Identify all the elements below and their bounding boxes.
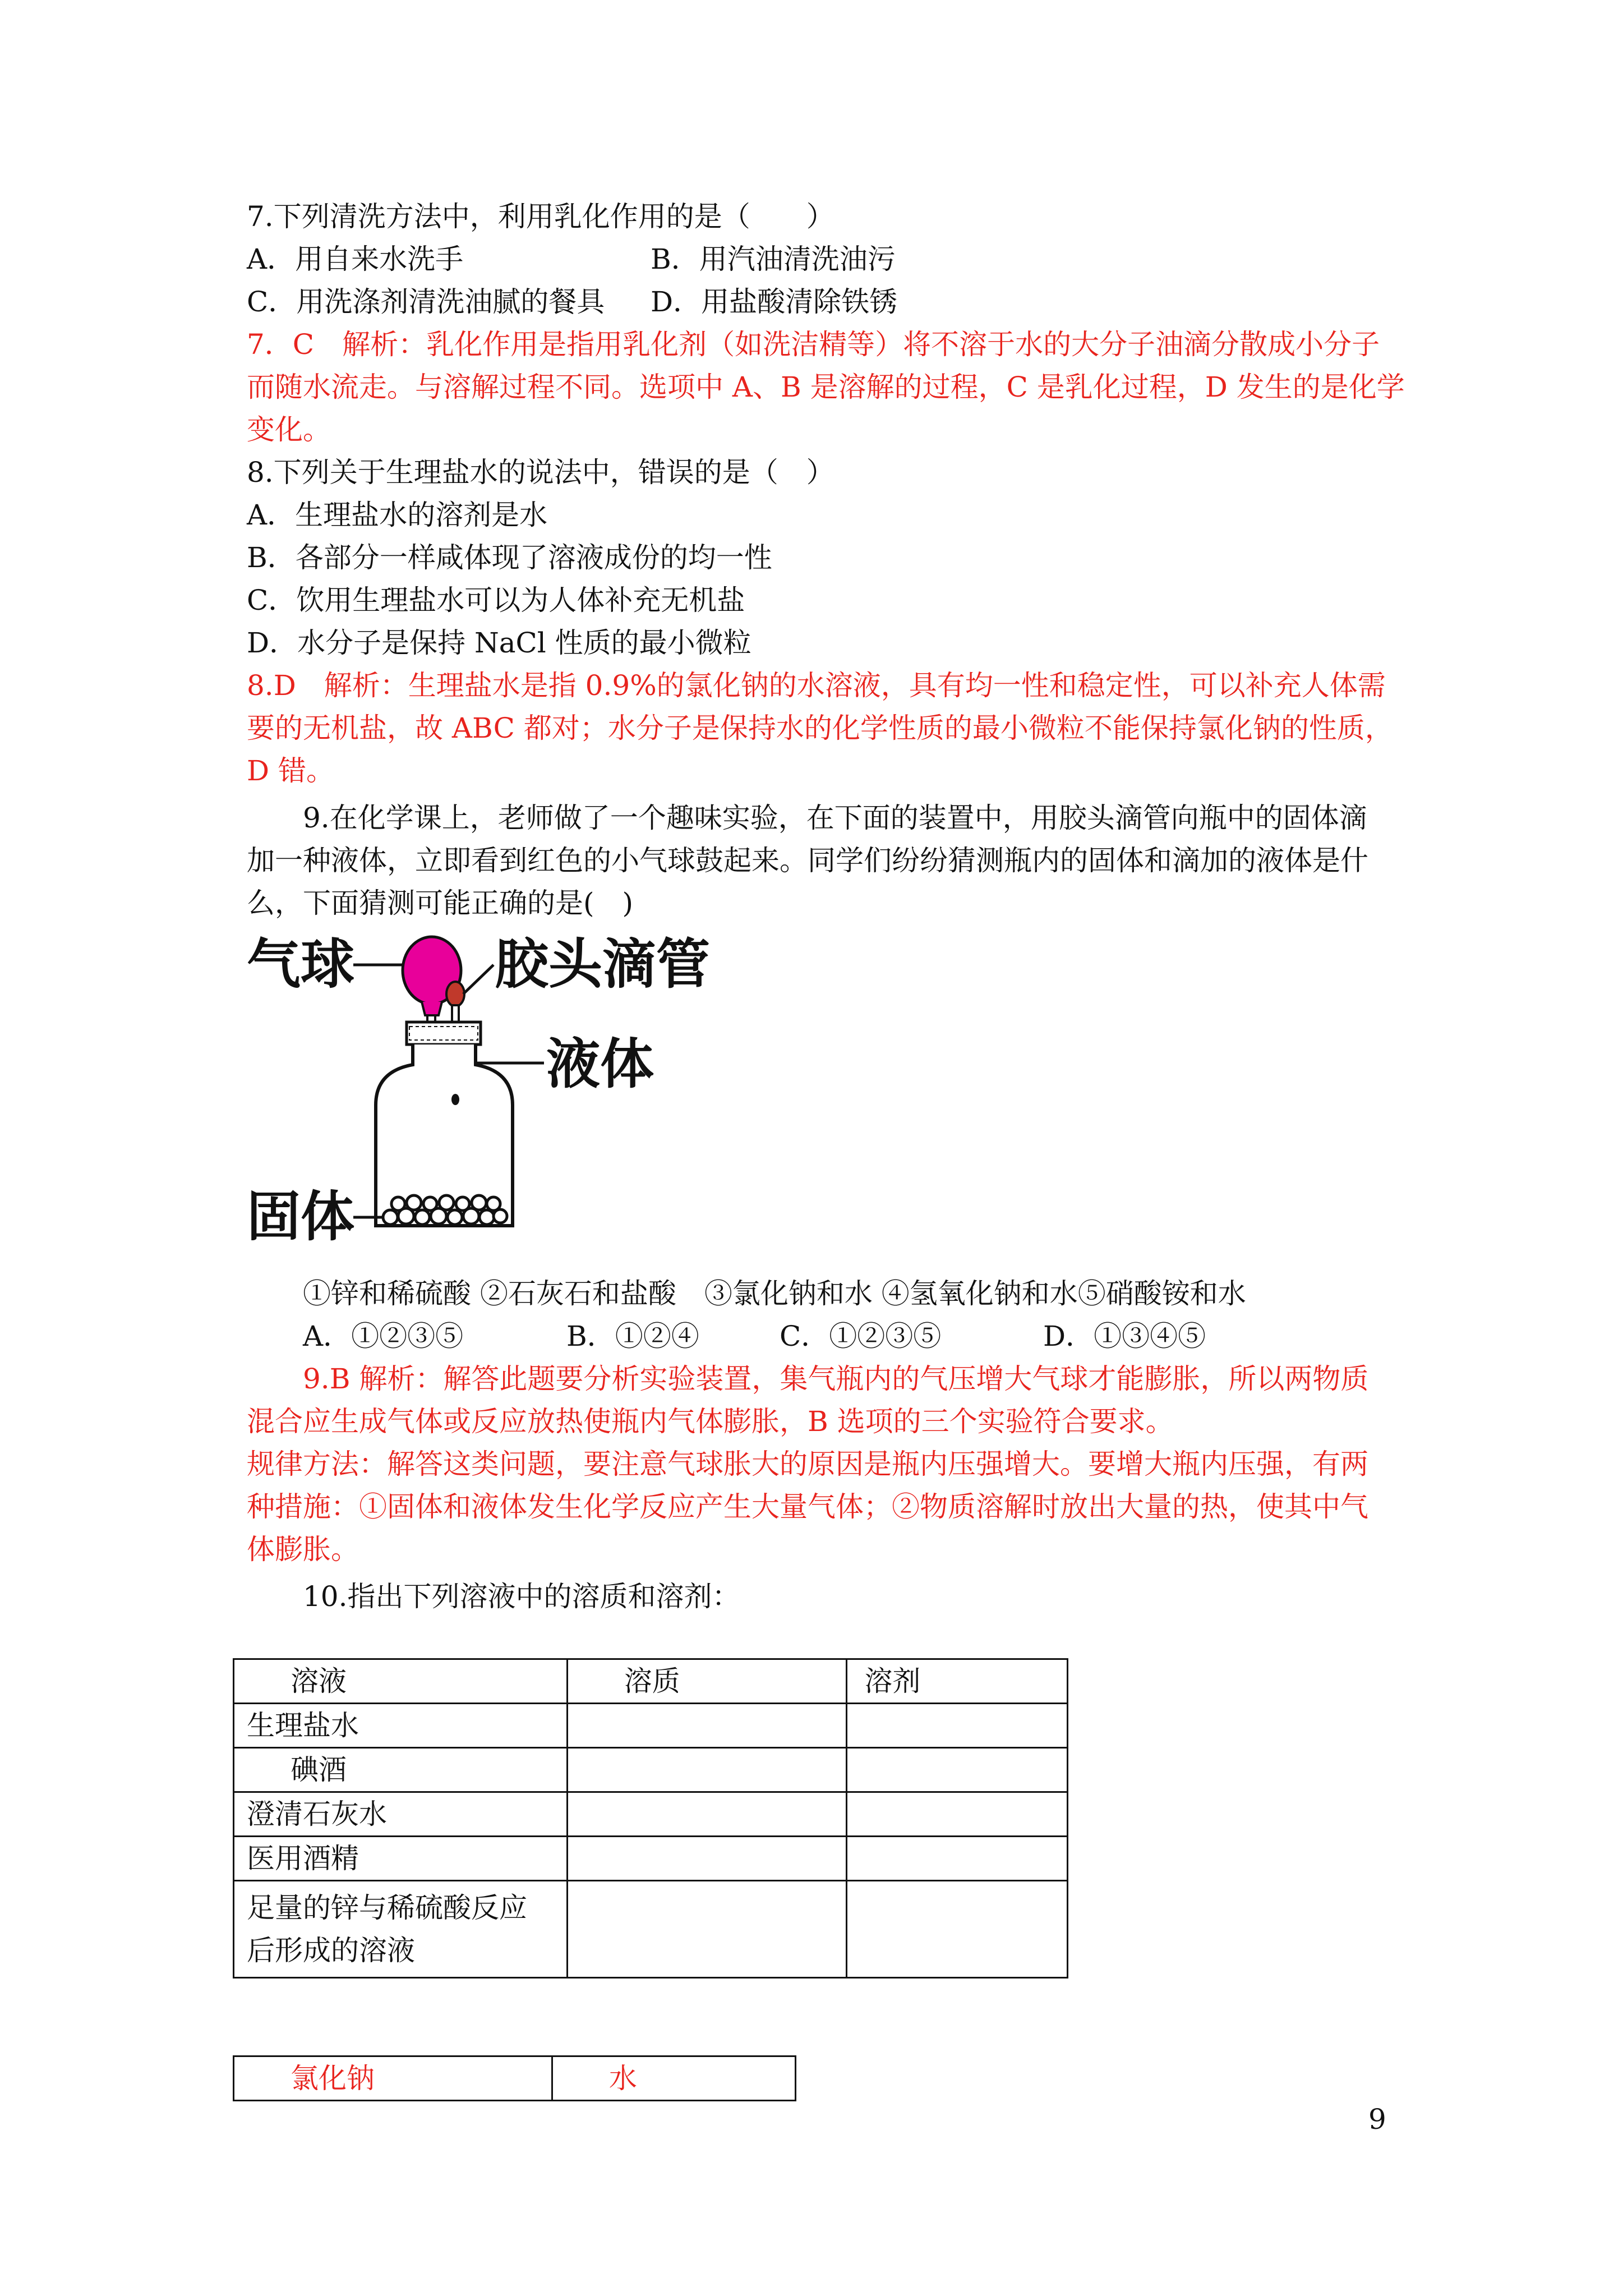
- table-cell: 碘酒: [234, 1748, 568, 1792]
- q9-option-c: C．①②③⑤: [780, 1320, 942, 1352]
- q9-choices: ①锌和稀硫酸 ②石灰石和盐酸 ③氯化钠和水 ④氢氧化钠和水⑤硝酸铵和水: [303, 1277, 1246, 1310]
- table-cell: [847, 1748, 1068, 1792]
- q7-option-c: C．用洗涤剂清洗油腻的餐具: [247, 286, 605, 318]
- q7-stem: 7.下列清洗方法中，利用乳化作用的是（ ）: [247, 200, 834, 233]
- q9-answer-line: 规律方法：解答这类问题，要注意气球胀大的原因是瓶内压强增大。要增大瓶内压强，有两: [247, 1448, 1368, 1480]
- q9-answer-line: 混合应生成气体或反应放热使瓶内气体膨胀，B 选项的三个实验符合要求。: [247, 1405, 1174, 1438]
- q8-answer-line: D 错。: [247, 754, 334, 787]
- table-header-row: [234, 1659, 1068, 1704]
- table-cell: [847, 1881, 1068, 1978]
- answer-cell: 水: [552, 2056, 795, 2101]
- q8-answer-line: 8.D 解析：生理盐水是指 0.9%的氯化钠的水溶液，具有均一性和稳定性，可以补充人体需: [247, 669, 1386, 702]
- table-cell: [567, 1837, 847, 1881]
- answer-row: [234, 2056, 796, 2101]
- dropper-bulb: [446, 982, 464, 1006]
- table-cell: [847, 1704, 1068, 1748]
- table-header: 溶剂: [847, 1659, 1068, 1704]
- table-row: [234, 1792, 1068, 1837]
- answer-cell: 氯化钠: [234, 2056, 552, 2101]
- label-dropper: 胶头滴管: [495, 933, 710, 996]
- q9-stem-line: 加一种液体，立即看到红色的小气球鼓起来。同学们纷纷猜测瓶内的固体和滴加的液体是什: [247, 844, 1368, 877]
- solid-particles: [383, 1195, 507, 1225]
- q9-stem-line: 9.在化学课上，老师做了一个趣味实验，在下面的装置中，用胶头滴管向瓶中的固体滴: [303, 802, 1367, 834]
- q7-option-d: D．用盐酸清除铁锈: [651, 286, 898, 318]
- q7-answer-line: 7．C 解析：乳化作用是指用乳化剂（如洗洁精等）将不溶于水的大分子油滴分散成小分子: [247, 328, 1380, 361]
- q8-option-b: B．各部分一样咸体现了溶液成份的均一性: [247, 541, 772, 574]
- table-cell: [234, 1881, 568, 1978]
- table-row: [234, 1748, 1068, 1792]
- table-row: [234, 1881, 1068, 1978]
- solution-table: [233, 1658, 1068, 1978]
- apparatus-figure: [247, 931, 710, 1248]
- q9-answer-line: 9.B 解析：解答此题要分析实验装置，集气瓶内的气压增大气球才能膨胀，所以两物质: [303, 1363, 1369, 1395]
- q7-option-a: A．用自来水洗手: [247, 243, 464, 275]
- label-liquid: 液体: [546, 1033, 654, 1096]
- table-cell: [567, 1881, 847, 1978]
- answer-table: [233, 2055, 796, 2101]
- q10-stem: 10.指出下列溶液中的溶质和溶剂：: [303, 1580, 740, 1613]
- table-row: [234, 1704, 1068, 1748]
- table-cell: 澄清石灰水: [234, 1792, 568, 1837]
- q8-option-c: C．饮用生理盐水可以为人体补充无机盐: [247, 584, 745, 616]
- table-cell: [567, 1704, 847, 1748]
- q8-option-a: A．生理盐水的溶剂是水: [247, 499, 548, 531]
- table-cell: [847, 1837, 1068, 1881]
- table-cell: 医用酒精: [234, 1837, 568, 1881]
- table-header: 溶质: [567, 1659, 847, 1704]
- table-header: 溶液: [234, 1659, 568, 1704]
- label-balloon: 气球: [247, 933, 354, 996]
- table-cell: [847, 1792, 1068, 1837]
- q8-option-d: D．水分子是保持 NaCl 性质的最小微粒: [247, 627, 751, 659]
- table-cell-line: 足量的锌与稀硫酸反应: [247, 1892, 527, 1924]
- label-solid: 固体: [247, 1185, 354, 1248]
- table-cell: 生理盐水: [234, 1704, 568, 1748]
- table-cell: [567, 1748, 847, 1792]
- q8-answer-line: 要的无机盐，故 ABC 都对；水分子是保持水的化学性质的最小微粒不能保持氯化钠的性质，: [247, 712, 1393, 744]
- page-number: 9: [1368, 2103, 1386, 2136]
- q9-option-b: B．①②④: [566, 1320, 699, 1352]
- droplet: [451, 1094, 459, 1105]
- q7-answer-line: 而随水流走。与溶解过程不同。选项中 A、B 是溶解的过程，C 是乳化过程，D 发生的是化学: [247, 371, 1405, 403]
- q9-stem-line: 么，下面猜测可能正确的是( ): [247, 887, 634, 919]
- q7-answer-line: 变化。: [247, 413, 331, 446]
- q7-option-b: B．用汽油清洗油污: [651, 243, 896, 275]
- table-cell-line: 后形成的溶液: [247, 1934, 415, 1967]
- stopper: [407, 1022, 481, 1045]
- q9-option-d: D．①③④⑤: [1043, 1320, 1206, 1352]
- table-cell: [567, 1792, 847, 1837]
- q9-answer-line: 体膨胀。: [247, 1533, 359, 1566]
- q9-option-a: A．①②③⑤: [303, 1320, 464, 1352]
- q8-stem: 8.下列关于生理盐水的说法中，错误的是（ ）: [247, 456, 834, 489]
- q9-answer-line: 种措施：①固体和液体发生化学反应产生大量气体；②物质溶解时放出大量的热，使其中气: [247, 1490, 1368, 1523]
- table-row: [234, 1837, 1068, 1881]
